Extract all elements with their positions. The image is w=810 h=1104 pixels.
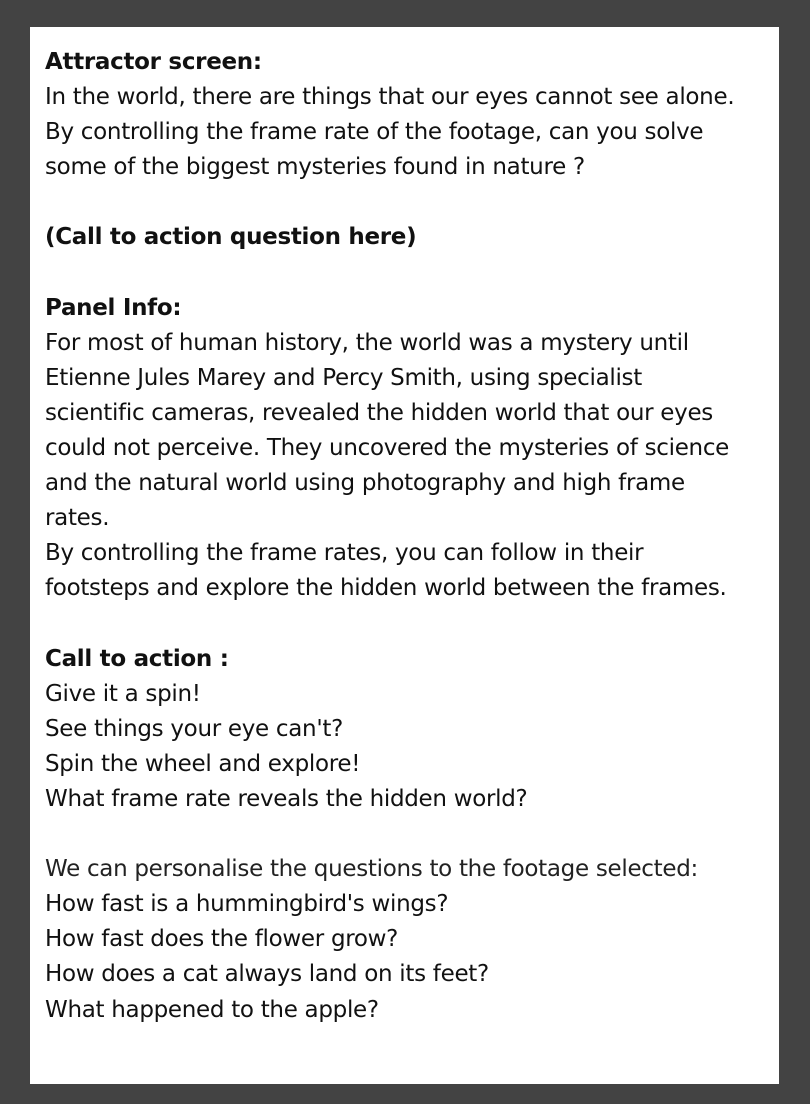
panel-info-heading: Panel Info: — [45, 294, 182, 321]
panel-info-line: scientific cameras, revealed the hidden world that our eyes — [45, 399, 713, 426]
call-to-action-line: What frame rate reveals the hidden world? — [45, 785, 528, 812]
document-content — [45, 45, 775, 1028]
attractor-line: By controlling the frame rate of the footage, can you solve — [45, 119, 704, 146]
panel-info-line: could not perceive. They uncovered the mysteries of science — [45, 435, 730, 462]
spacer — [45, 256, 775, 291]
panel-info-line: By controlling the frame rates, you can follow in their — [45, 540, 644, 567]
call-to-action-heading: Call to action : — [45, 645, 229, 672]
spacer — [45, 817, 775, 852]
personalised-question: How does a cat always land on its feet? — [45, 961, 489, 988]
document-page — [30, 27, 779, 1084]
attractor-line: In the world, there are things that our eyes cannot see alone. — [45, 84, 735, 111]
panel-info-line: footsteps and explore the hidden world between the frames. — [45, 575, 727, 602]
call-to-action-line: See things your eye can't? — [45, 715, 343, 742]
cta-placeholder: (Call to action question here) — [45, 224, 417, 251]
call-to-action-line: Spin the wheel and explore! — [45, 750, 361, 777]
panel-info-line: Etienne Jules Marey and Percy Smith, using specialist — [45, 364, 642, 391]
personalised-question: How fast is a hummingbird's wings? — [45, 891, 449, 918]
spacer — [45, 607, 775, 642]
attractor-heading: Attractor screen: — [45, 49, 262, 75]
personalised-intro: We can personalise the questions to the footage selected: — [45, 856, 698, 883]
attractor-line: some of the biggest mysteries found in nature ? — [45, 154, 585, 181]
personalised-question: What happened to the apple? — [45, 996, 379, 1023]
personalised-question: How fast does the flower grow? — [45, 926, 399, 953]
spacer — [45, 185, 775, 220]
panel-info-line: and the natural world using photography and high frame — [45, 470, 685, 497]
call-to-action-line: Give it a spin! — [45, 680, 201, 707]
panel-info-line: rates. — [45, 505, 110, 532]
panel-info-line: For most of human history, the world was a mystery until — [45, 329, 689, 356]
